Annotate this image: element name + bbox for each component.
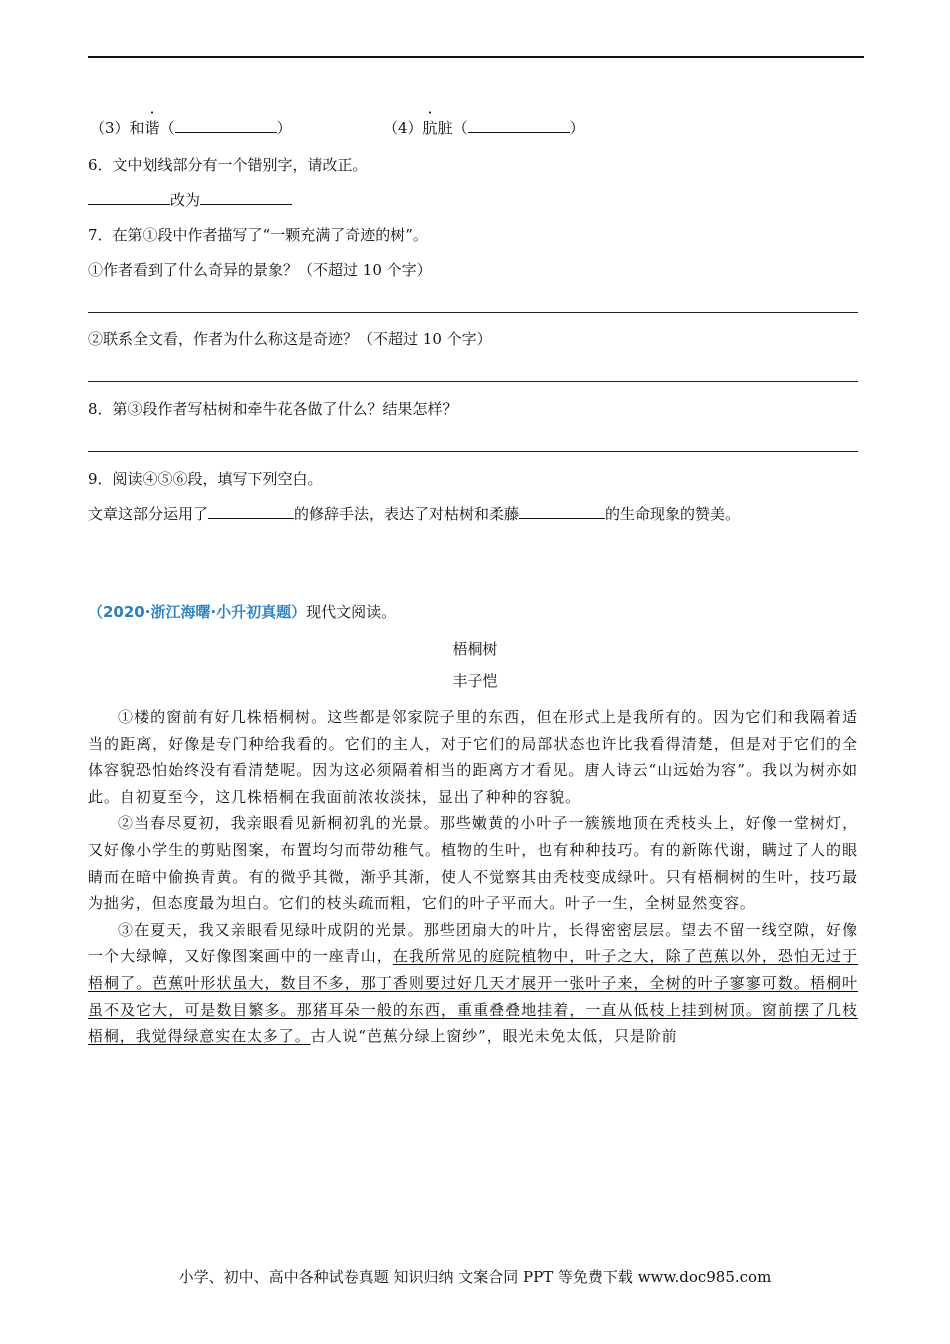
paragraph-2: ②当春尽夏初，我亲眼看见新桐初乳的光景。那些嫩黄的小叶子一簇簇地顶在秃枝头上，好像一堂树灯，又好像小学生的剪贴图案，布置均匀而带幼稚气。植物的生叶，也有种种技巧。有的新陈代谢，瞒过了人的眼睛而在暗中偷换青黄。有的微乎其微，渐乎其渐，使人不觉察其由秃枝变成绿叶。只有梧桐树的生叶，技巧最为拙劣，但态度最为坦白。它们的枝头疏而粗，它们的叶子平而大。叶子一生，全树显然变容。 [88,814,858,913]
q9-rhetoric-blank[interactable] [208,504,294,519]
q5-item4-prefix: （4） [383,119,423,137]
paragraph-3 [88,917,858,1050]
q8-answer-line[interactable] [88,451,858,452]
page-footer: 小学、初中、高中各种试卷真题 知识归纳 文案合同 PPT 等免费下载 www.doc985.com [178,1268,772,1286]
q9-fill-text-a: 文章这部分运用了 [88,505,209,523]
q9-fill-row [88,504,740,524]
q5-item4-rest: 脏 [437,119,453,137]
q5-item3-prefix: （3）和 [90,119,145,137]
question-6: 6．文中划线部分有一个错别字，请改正。 [88,156,368,174]
q6-answer-row [88,190,292,210]
paragraph-3-start: ③在夏天，我又亲眼看见绿叶成阴的光景。那些团扇大的叶片，长得密密层层。望去不留一线空隙，好像一个大绿幛，又好像图案画中的一座青山， [88,920,858,966]
q5-item3-dotted-char: 谐 [144,119,160,137]
q5-item-3 [90,118,292,138]
source-line [88,602,396,622]
q5-item-4 [383,118,585,138]
q7-sub1-answer-line[interactable] [88,312,858,313]
q6-change-to-label: 改为 [170,191,201,209]
question-8: 8．第③段作者写枯树和牵牛花各做了什么？结果怎样？ [88,400,458,418]
q5-item3-open: （ [159,119,175,137]
paragraph-3-end: 古人说“芭蕉分绿上窗纱”，眼光未免太低，只是阶前 [310,1027,678,1046]
q6-wrong-char-blank[interactable] [88,190,170,205]
q6-correct-char-blank[interactable] [200,190,292,205]
article-body [88,704,858,1050]
article-title: 梧桐树 [452,640,498,658]
source-task: 现代文阅读。 [306,603,397,621]
q5-item4-blank[interactable] [468,118,570,133]
header-rule [88,56,864,58]
article-author: 丰子恺 [452,672,498,690]
q7-sub2-answer-line[interactable] [88,381,858,382]
q9-fill-text-c: 的生命现象的赞美。 [605,505,741,523]
q9-life-blank[interactable] [519,504,605,519]
underlined-passage: 在我所常见的庭院植物中，叶子之大，除了芭蕉以外，恐怕无过于梧桐了。芭蕉叶形状虽大，数目不多，那丁香则要过好几天才展开一张叶子来，全树的叶子寥寥可数。梧桐叶虽不及它大，可是数目繁多。那猪耳朵一般的东西，重重叠叠地挂着，一直从低枝上挂到树顶。窗前摆了几枝梧桐，我觉得绿意实在太多了。 [88,947,858,1046]
question-9: 9．阅读④⑤⑥段，填写下列空白。 [88,470,323,488]
q5-item4-open: （ [452,119,468,137]
q7-sub-1: ①作者看到了什么奇异的景象？（不超过 10 个字） [88,261,432,279]
source-tag: （2020·浙江海曙·小升初真题） [88,603,307,621]
q9-fill-text-b: 的修辞手法，表达了对枯树和柔藤 [294,505,520,523]
q5-item4-dotted-char: 肮 [422,119,438,137]
q5-item3-blank[interactable] [175,118,277,133]
q5-item3-close: ） [276,119,292,137]
paragraph-1: ①楼的窗前有好几株梧桐树。这些都是邻家院子里的东西，但在形式上是我所有的。因为它们和我隔着适当的距离，好像是专门种给我看的。它们的主人，对于它们的局部状态也许比我看得清楚，但是对于它们的全体容貌恐怕始终没有看清楚呢。因为这必须隔着相当的距离方才看见。唐人诗云“山远始为容”。我以为树亦如此。自初夏至今，这几株梧桐在我面前浓妆淡抹，显出了种种的容貌。 [88,708,858,806]
q5-item4-close: ） [569,119,585,137]
q7-sub-2: ②联系全文看，作者为什么称这是奇迹？（不超过 10 个字） [88,330,492,348]
question-7: 7．在第①段中作者描写了“一颗充满了奇迹的树”。 [88,226,428,244]
